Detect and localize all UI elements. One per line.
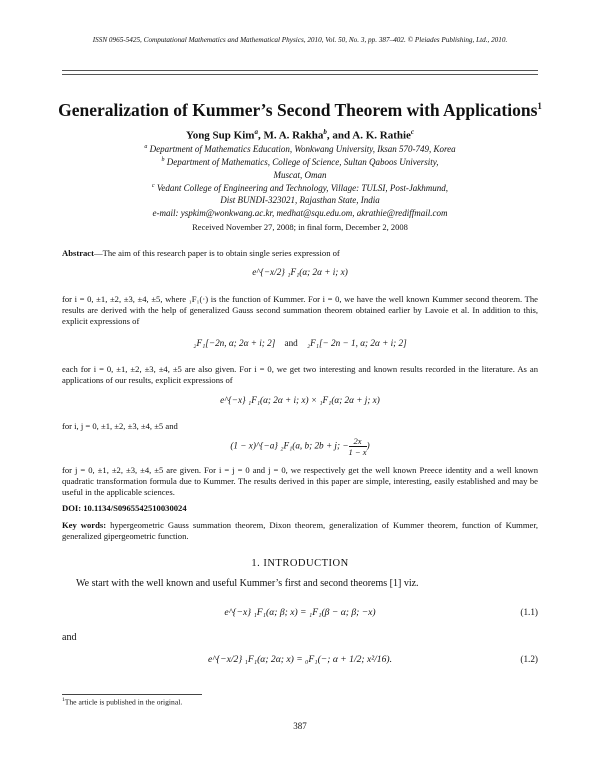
author-mark: a [254, 128, 258, 136]
fraction-numerator: 2x [349, 436, 367, 447]
author-emails: e-mail: yspkim@wonkwang.ac.kr, medhat@squ.edu.om, akrathie@rediffmail.com [152, 208, 448, 218]
author-name: A. K. Rathie [352, 129, 411, 142]
equation-part: ) [366, 440, 370, 451]
received-dates: Received November 27, 2008; in final form, December 2, 2008 [192, 222, 408, 232]
abstract-paragraph-3: each for i = 0, ±1, ±2, ±3, ±4, ±5 are also given. For i = 0, we get two interesting and known results recorded in the literature. As an applications of our results, explicit expressions of [62, 364, 538, 385]
header-rule-thin [62, 74, 538, 75]
and-text: and [62, 632, 77, 643]
footnote [62, 697, 182, 707]
footnote-mark: 1 [62, 697, 65, 703]
keywords-label: Key words: [62, 520, 107, 530]
doi-value: 10.1134/S0965542510030024 [81, 503, 187, 513]
author-name: M. A. Rakha [263, 129, 324, 142]
affiliation-a [40, 144, 560, 154]
affiliation-mark: b [161, 157, 165, 163]
affiliation-b [40, 157, 560, 167]
title-footnote-mark: 1 [537, 101, 542, 112]
affiliation-mark: a [144, 144, 148, 150]
section-heading: 1. INTRODUCTION [251, 558, 349, 569]
doi-label: DOI: [62, 503, 82, 513]
abstract-label: Abstract [62, 248, 94, 258]
equation-fraction [349, 436, 367, 457]
doi-line [62, 503, 538, 514]
author-separator: , and [326, 129, 353, 142]
affiliation-c-line2: Dist BUNDI-323021, Rajasthan State, India [220, 195, 380, 205]
abstract-equation-1: e^{−x/2} ₁F₁(α; 2α + i; x) [252, 267, 348, 277]
affiliation-text: Vedant College of Engineering and Technology, Village: TULSI, Post-Jakhmund, [156, 183, 449, 193]
equation-1-1-number: (1.1) [520, 607, 538, 617]
equation-1-2: e^{−x/2} ₁F₁(α; 2α; x) = ₀F₁(−; α + 1/2; x²/16). [207, 654, 392, 665]
abstract-paragraph-4: for i, j = 0, ±1, ±2, ±3, ±4, ±5 and [62, 421, 178, 431]
affiliation-text: Department of Mathematics, College of Science, Sultan Qaboos University, [166, 157, 439, 167]
abstract-intro [62, 248, 538, 259]
affiliation-text: Department of Mathematics Education, Wonkwang University, Iksan 570-749, Korea [149, 144, 456, 154]
equation-connector: and [284, 338, 298, 348]
abstract-paragraph-2: for i = 0, ±1, ±2, ±3, ±4, ±5, where ₁F₁(·) is the function of Kummer. For i = 0, we have the well known Kummer second theorem. The results are derived with the help of generalized Gauss second summation theorem obtained earlier by Lavoie et al. In addition to this, explicit expressions of [62, 294, 538, 326]
keywords-line [62, 520, 538, 542]
abstract-intro-text: —The aim of this research paper is to obtain single series expression of [93, 248, 340, 258]
fraction-denominator: 1 − x [348, 447, 367, 457]
intro-text: We start with the well known and useful Kummer’s first and second theorems [1] viz. [76, 578, 419, 589]
footnote-text: The article is published in the original. [64, 697, 183, 707]
paper-title [40, 100, 560, 121]
equation-part: ₂F₁[− 2n − 1, α; 2α + i; 2] [306, 338, 407, 348]
author-list [40, 128, 560, 142]
abstract-equation-2 [62, 338, 538, 348]
abstract-equation-4 [62, 436, 538, 457]
affiliation-c [40, 183, 560, 193]
affiliation-mark: c [151, 183, 155, 189]
keywords-text: hypergeometric Gauss summation theorem, Dixon theorem, generalization of Kummer theorem, function of Kummer, generalized gipergeometric function. [62, 520, 539, 541]
abstract-equation-3: e^{−x} ₁F₁(α; 2α + i; x) × ₁F₁(α; 2α + j; x) [220, 395, 380, 405]
journal-header: ISSN 0965-5425, Computational Mathematics and Mathematical Physics, 2010, Vol. 50, No. 3, pp. 387–402. © Pleiades Publishing, Ltd., 2010. [92, 36, 508, 44]
footnote-rule [62, 694, 202, 695]
page-number: 387 [293, 721, 307, 731]
equation-part: ₂F₁[−2n, α; 2α + i; 2] [193, 338, 276, 348]
affiliation-b-line2: Muscat, Oman [273, 170, 327, 180]
equation-1-1: e^{−x} ₁F₁(α; β; x) = ₁F₁(β − α; β; −x) [224, 607, 376, 618]
abstract-paragraph-5: for j = 0, ±1, ±2, ±3, ±4, ±5 are given. For i = j = 0 and j = 0, we respectively get the well known Preece identity and a well known quadratic transformation formula due to Kummer. The results derived in this paper are simple, interesting, easily established and may be useful in the applicable sciences. [62, 465, 538, 497]
author-separator: , [257, 129, 264, 142]
header-rule-thick [62, 70, 538, 71]
equation-part: (1 − x)^{−a} ₂F₁(a, b; 2b + j; − [230, 440, 349, 451]
title-text: Generalization of Kummer’s Second Theorem with Applications [58, 100, 538, 120]
author-mark: b [323, 128, 327, 136]
equation-1-2-number: (1.2) [520, 654, 538, 664]
author-mark: c [410, 128, 415, 136]
author-name: Yong Sup Kim [185, 129, 255, 142]
